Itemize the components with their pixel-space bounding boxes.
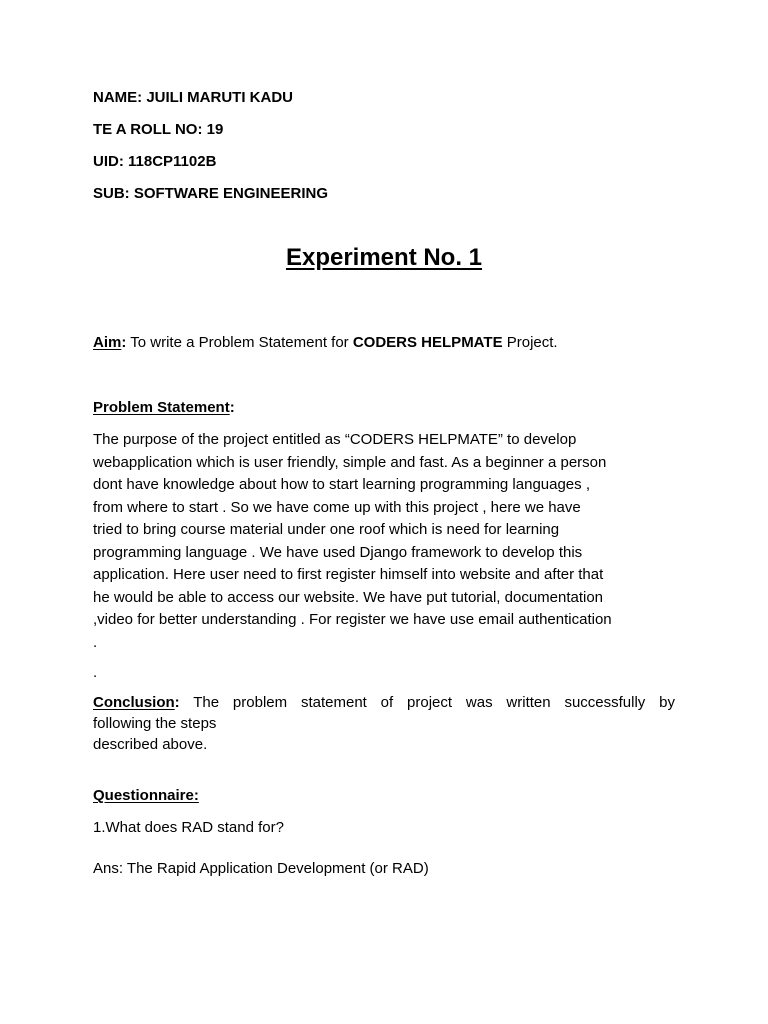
conclusion-line-3: described above. [93,736,208,753]
aim-label: Aim [93,334,122,351]
paragraph-line: webapplication which is user friendly, simple and fast. As a beginner a person [93,453,607,471]
problem-statement-colon: : [229,399,235,416]
aim-line [93,334,558,351]
student-name: NAME: JUILI MARUTI KADU [93,89,293,106]
answer-1: Ans: The Rapid Application Development (or RAD) [93,860,429,877]
paragraph-line: . [93,633,98,651]
conclusion-colon: : [174,694,180,711]
questionnaire-heading: Questionnaire: [93,787,199,804]
conclusion-label: Conclusion [93,694,175,711]
paragraph-line: The purpose of the project entitled as “CODERS HELPMATE” to develop [93,431,577,448]
aim-text-after: Project. [502,334,558,351]
paragraph-line: dont have knowledge about how to start learning programming languages , [93,476,590,493]
problem-statement-heading [93,399,235,416]
conclusion-text-1: The problem statement of project was written successfully by [179,694,675,711]
aim-colon: : [121,334,127,351]
paragraph-line: ,video for better understanding . For register we have use email authentication [93,611,612,628]
subject: SUB: SOFTWARE ENGINEERING [93,185,329,202]
paragraph-line: he would be able to access our website. We have put tutorial, documentation [93,588,604,606]
roll-number: TE A ROLL NO: 19 [93,121,224,138]
problem-statement-body [93,429,675,685]
paragraph-line: programming language . We have used Django framework to develop this [93,543,583,561]
conclusion-block [93,692,675,755]
uid: UID: 118CP1102B [93,153,217,170]
paragraph-line: tried to bring course material under one roof which is need for learning [93,521,560,538]
paragraph-line: application. Here user need to first register himself into website and after that [93,566,604,583]
problem-statement-label: Problem Statement [93,399,230,416]
paragraph-line: . [93,664,98,681]
question-1: 1.What does RAD stand for? [93,819,284,836]
conclusion-line-1 [93,692,675,713]
experiment-title-text: Experiment No. 1 [285,244,483,271]
conclusion-line-2: following the steps [93,715,217,732]
experiment-title [0,244,768,272]
paragraph-line: from where to start . So we have come up with this project , here we have [93,498,581,516]
aim-project-name: CODERS HELPMATE [352,334,503,351]
aim-text-before: To write a Problem Statement for [126,334,353,351]
